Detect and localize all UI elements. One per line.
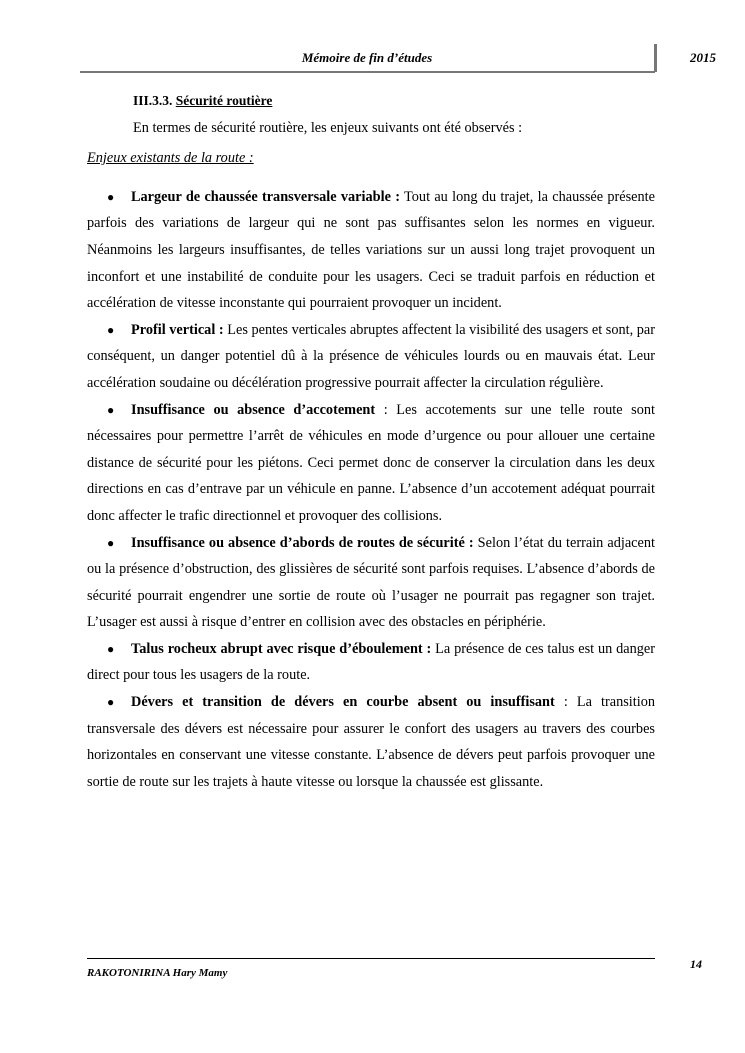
header-year: 2015 <box>690 50 716 65</box>
item-text: La présence de ces talus est un danger direct pour tous les usagers de la route. <box>87 640 656 684</box>
section-title: Sécurité routière <box>175 93 273 108</box>
item-text: Les pentes verticales abruptes affectent la visibilité des usagers et sont, par conséquent, un danger potentiel dû à la présence de véhicules lourds ou en mauvais état. Leur accélération soudaine ou décélération progressive pourrait affecter la circulation régulière. <box>87 321 656 391</box>
header-divider <box>80 71 655 73</box>
item-text: Tout au long du trajet, la chaussée présente parfois des variations de largeur qui ne sont pas suffisantes selon les normes en vigueur. Néanmoins les largeurs insuffisantes, de telles variations sur un aussi long trajet provoquent un inconfort et une instabilité de conduite pour les usagers. Ceci se traduit parfois en réduction et accélération de vitesse inconstante qui pourraient provoquer un incident. <box>87 188 655 312</box>
list-item <box>87 317 655 397</box>
header-title: Mémoire de fin d’études <box>301 50 433 65</box>
item-text: Selon l’état du terrain adjacent ou la présence d’obstruction, des glissières de sécurité sont parfois requises. L’absence d’abords de sécurité pourrait engendrer une sortie de route où l’usager ne pourrait pas regagner son trajet. L’usager est aussi à risque d’entrer en collision avec des obstacles en périphérie. <box>87 534 655 631</box>
bullet-icon: ● <box>107 695 115 710</box>
page-content <box>87 88 655 795</box>
item-lead: Profil vertical : <box>131 321 224 338</box>
bullet-icon: ● <box>107 641 115 656</box>
list-item <box>87 530 655 636</box>
section-intro: En termes de sécurité routière, les enjeux suivants ont été observés : <box>133 119 523 136</box>
item-text: : La transition transversale des dévers est nécessaire pour assurer le confort des usagers au travers des courbes horizontales en conservant une vitesse constante. L’absence de dévers peut parfois provoquer une sortie de route sur les trajets à haute vitesse ou lorsque la chaussée est glissante. <box>87 694 656 790</box>
bullet-icon: ● <box>107 189 115 204</box>
section-number: III.3.3. <box>133 93 173 108</box>
item-lead: Dévers et transition de dévers en courbe absent ou insuffisant <box>131 694 555 711</box>
item-lead: Talus rocheux abrupt avec risque d’éboulement : <box>131 640 432 657</box>
bullet-icon: ● <box>107 402 115 417</box>
list-item <box>87 689 655 795</box>
header-vertical-divider <box>654 44 657 72</box>
bullet-icon: ● <box>107 322 115 337</box>
section-heading <box>87 88 655 115</box>
subheading: Enjeux existants de la route : <box>87 150 254 167</box>
list-item <box>87 636 655 689</box>
page-number: 14 <box>690 957 702 971</box>
footer-author: RAKOTONIRINA Hary Mamy <box>87 967 228 979</box>
item-lead: Largeur de chaussée transversale variable : <box>131 188 400 205</box>
footer-divider <box>87 958 655 959</box>
bullet-icon: ● <box>107 535 115 550</box>
item-lead: Insuffisance ou absence d’accotement <box>131 401 376 418</box>
list-item <box>87 184 655 317</box>
item-text: : Les accotements sur une telle route sont nécessaires pour permettre l’arrêt de véhicules en mode d’urgence ou pour allouer une certaine distance de sécurité pour les piétons. Ceci permet donc de conserver la circulation dans les deux directions en cas d’entrave par un véhicule en panne. L’absence d’un accotement adéquat pourrait donc affecter le trafic directionnel et provoquer des collisions. <box>87 401 655 524</box>
list-item <box>87 397 655 530</box>
item-lead: Insuffisance ou absence d’abords de routes de sécurité : <box>131 534 474 551</box>
